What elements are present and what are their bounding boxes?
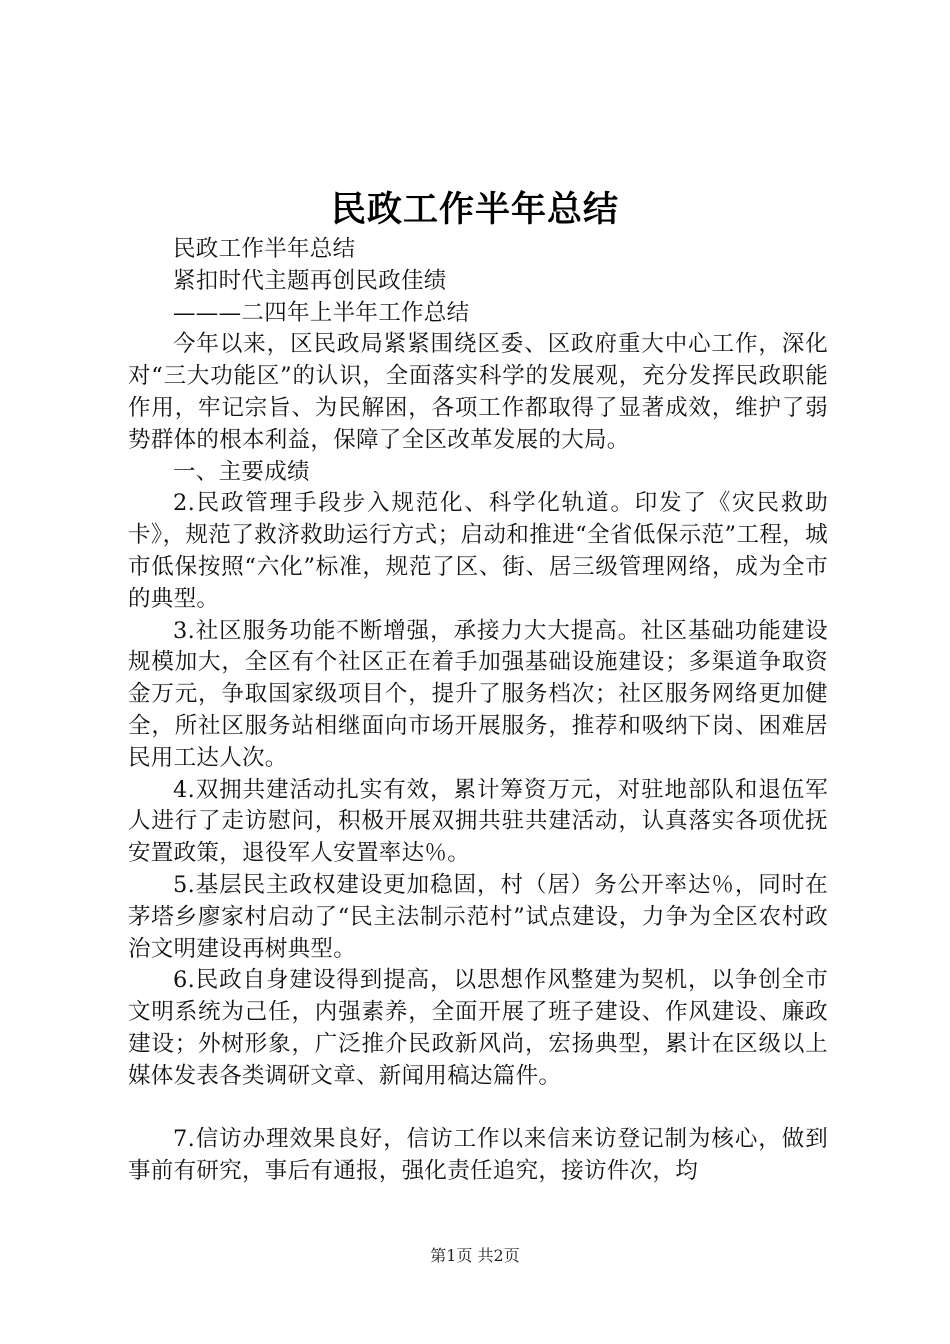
- page-number-footer: 第1页 共2页: [430, 1246, 520, 1265]
- paragraph-subtitle-date: ———二四年上半年工作总结: [173, 299, 470, 326]
- paragraph-item-5: 5.基层民主政权建设更加稳固，村（居）务公开率达％，同时在茅塔乡廖家村启动了“民主法制示范村”试点建设，力争为全区农村政治文明建设再树典型。: [128, 871, 828, 962]
- paragraph-subtitle: 紧扣时代主题再创民政佳绩: [173, 267, 447, 294]
- paragraph-item-6: 6.民政自身建设得到提高，以思想作风整建为契机，以争创全市文明系统为己任，内强素养，全面开展了班子建设、作风建设、廉政建设；外树形象，广泛推介民政新风尚，宏扬典型，累计在区级以上媒体发表各类调研文章、新闻用稿达篇件。: [128, 967, 828, 1089]
- paragraph-intro: 今年以来，区民政局紧紧围绕区委、区政府重大中心工作，深化对“三大功能区”的认识，全面落实科学的发展观，充分发挥民政职能作用，牢记宗旨、为民解困，各项工作都取得了显著成效，维护了弱势群体的根本利益，保障了全区改革发展的大局。: [128, 331, 828, 453]
- paragraph-item-3: 3.社区服务功能不断增强，承接力大大提高。社区基础功能建设规模加大，全区有个社区正在着手加强基础设施建设；多渠道争取资金万元，争取国家级项目个，提升了服务档次；社区服务网络更加健全，所社区服务站相继面向市场开展服务，推荐和吸纳下岗、困难居民用工达人次。: [128, 617, 828, 771]
- section-heading-achievements: 一、主要成绩: [173, 458, 310, 485]
- paragraph-item-4: 4.双拥共建活动扎实有效，累计筹资万元，对驻地部队和退伍军人进行了走访慰问，积极开展双拥共驻共建活动，认真落实各项优抚安置政策，退役军人安置率达％。: [128, 776, 828, 867]
- paragraph-item-2: 2.民政管理手段步入规范化、科学化轨道。印发了《灾民救助卡》，规范了救济救助运行方式；启动和推进“全省低保示范”工程，城市低保按照“六化”标准，规范了区、街、居三级管理网络，成为全市的典型。: [128, 490, 828, 612]
- paragraph-heading-repeat: 民政工作半年总结: [173, 236, 356, 262]
- paragraph-item-7: 7.信访办理效果良好，信访工作以来信来访登记制为核心，做到事前有研究，事后有通报，强化责任追究，接访件次，均: [128, 1126, 828, 1185]
- document-title: 民政工作半年总结: [330, 189, 619, 230]
- document-body: [128, 234, 828, 1188]
